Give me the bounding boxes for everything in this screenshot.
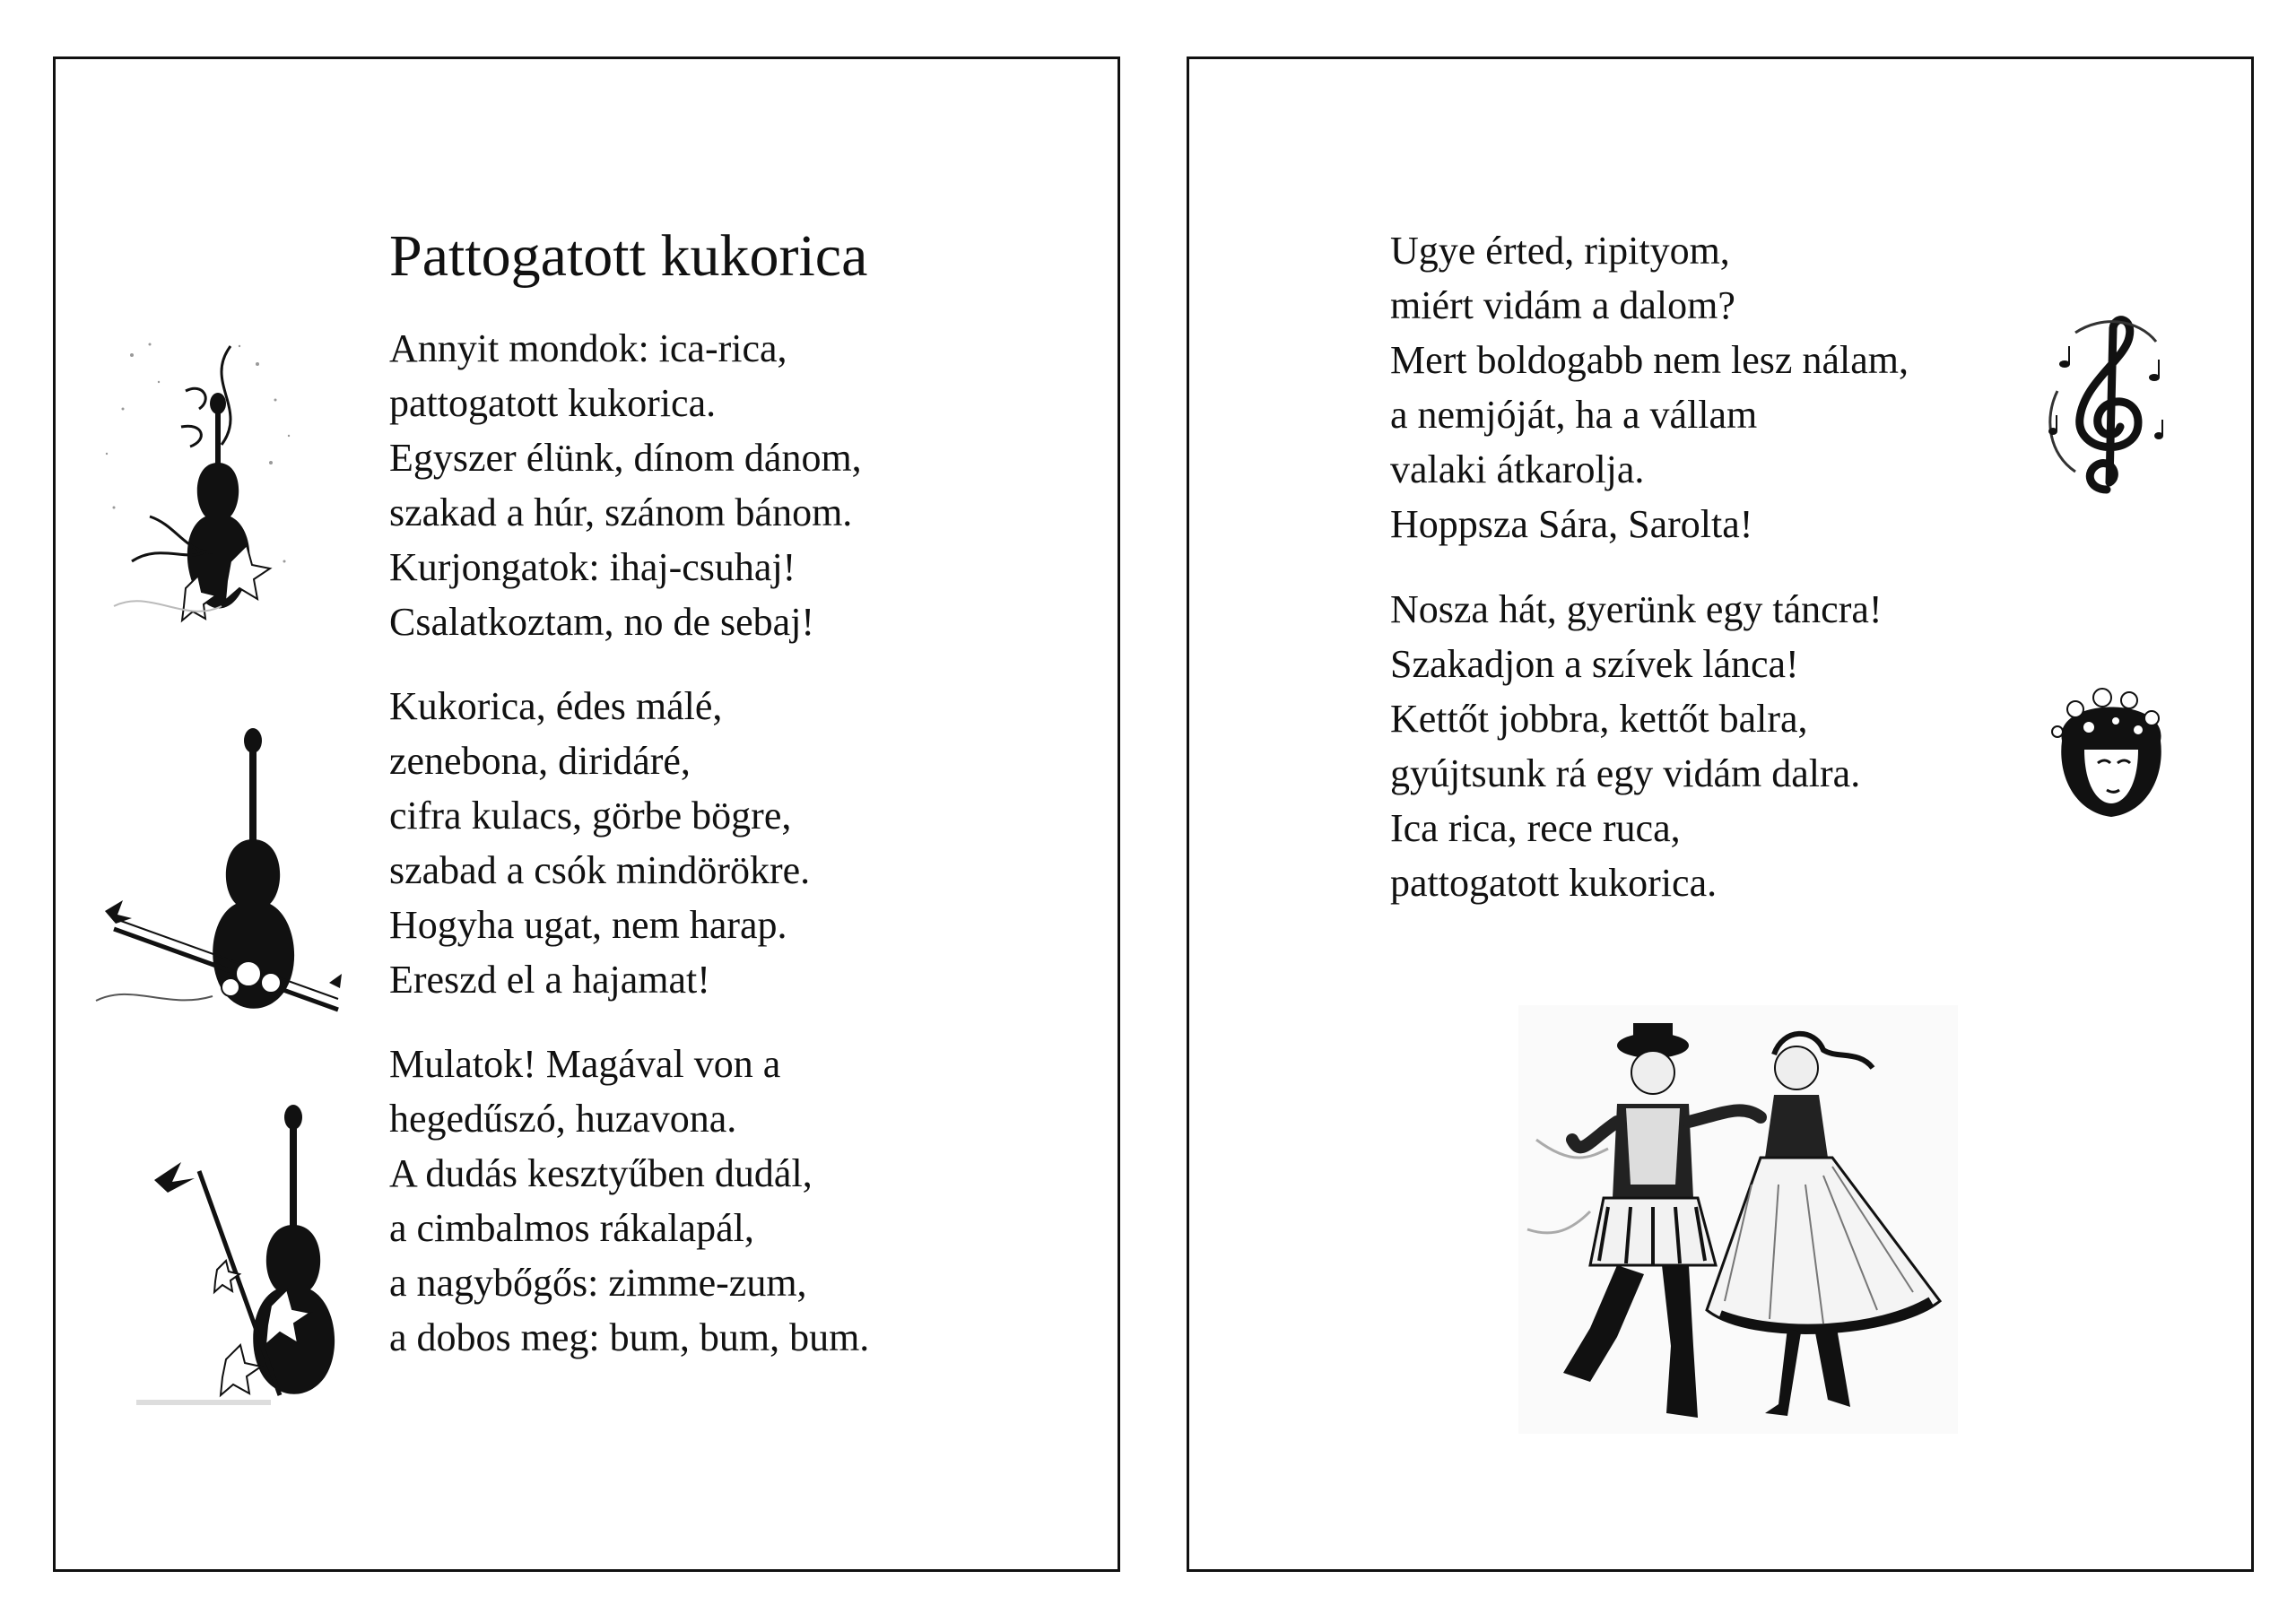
poem-title: Pattogatott kukorica: [389, 223, 868, 289]
stanza-2: [389, 679, 810, 1007]
stanza-5: [1390, 582, 1883, 910]
verse-line: miért vidám a dalom?: [1390, 283, 1735, 327]
verse-line: a nemjóját, ha a vállam: [1390, 393, 1758, 437]
stanza-1: [389, 321, 862, 649]
right-page: [1187, 56, 2254, 1572]
left-page: [53, 56, 1120, 1572]
verse-line: Nosza hát, gyerünk egy táncra!: [1390, 587, 1883, 631]
verse-line: pattogatott kukorica.: [1390, 861, 1718, 905]
verse-line: valaki átkarolja.: [1390, 447, 1645, 491]
verse-line: Egyszer élünk, dínom dánom,: [389, 436, 862, 480]
verse-line: Hoppsza Sára, Sarolta!: [1390, 502, 1753, 546]
folk-dancing-couple-illustration: [1518, 1005, 1958, 1434]
verse-line: Mulatok! Magával von a: [389, 1042, 781, 1086]
violin-with-bow-icon: [78, 714, 365, 1019]
verse-line: szakad a húr, szánom bánom.: [389, 490, 853, 534]
verse-line: Mert boldogabb nem lesz nálam,: [1390, 338, 1909, 382]
verse-line: Ica rica, rece ruca,: [1390, 806, 1681, 850]
verse-line: pattogatott kukorica.: [389, 381, 717, 425]
verse-line: Kurjongatok: ihaj-csuhaj!: [389, 545, 796, 589]
verse-line: a nagybőgős: zimme-zum,: [389, 1261, 807, 1305]
verse-line: Ugye érted, ripityom,: [1390, 229, 1730, 273]
verse-line: cifra kulacs, görbe bögre,: [389, 794, 792, 838]
verse-line: Ereszd el a hajamat!: [389, 958, 710, 1002]
verse-line: zenebona, diridáré,: [389, 739, 691, 783]
verse-line: gyújtsunk rá egy vidám dalra.: [1390, 751, 1861, 795]
treble-clef-icon: [2039, 310, 2174, 503]
verse-line: Kukorica, édes málé,: [389, 684, 723, 728]
verse-line: Hogyha ugat, nem harap.: [389, 903, 787, 947]
verse-line: hegedűszó, huzavona.: [389, 1097, 737, 1141]
verse-line: a dobos meg: bum, bum, bum.: [389, 1315, 870, 1359]
verse-line: Csalatkoztam, no de sebaj!: [389, 600, 815, 644]
verse-line: szabad a csók mindörökre.: [389, 848, 811, 892]
verse-line: a cimbalmos rákalapál,: [389, 1206, 754, 1250]
verse-line: Annyit mondok: ica-rica,: [389, 326, 787, 370]
violin-with-bow-and-lilies-icon: [136, 1090, 370, 1422]
woman-with-flower-crown-icon: [2035, 678, 2187, 830]
verse-line: A dudás kesztyűben dudál,: [389, 1151, 813, 1195]
stanza-3: [389, 1037, 869, 1365]
stanza-4: [1390, 223, 1909, 551]
verse-line: Szakadjon a szívek lánca!: [1390, 642, 1799, 686]
verse-line: Kettőt jobbra, kettőt balra,: [1390, 697, 1808, 741]
violin-with-lilies-icon: [96, 328, 302, 651]
